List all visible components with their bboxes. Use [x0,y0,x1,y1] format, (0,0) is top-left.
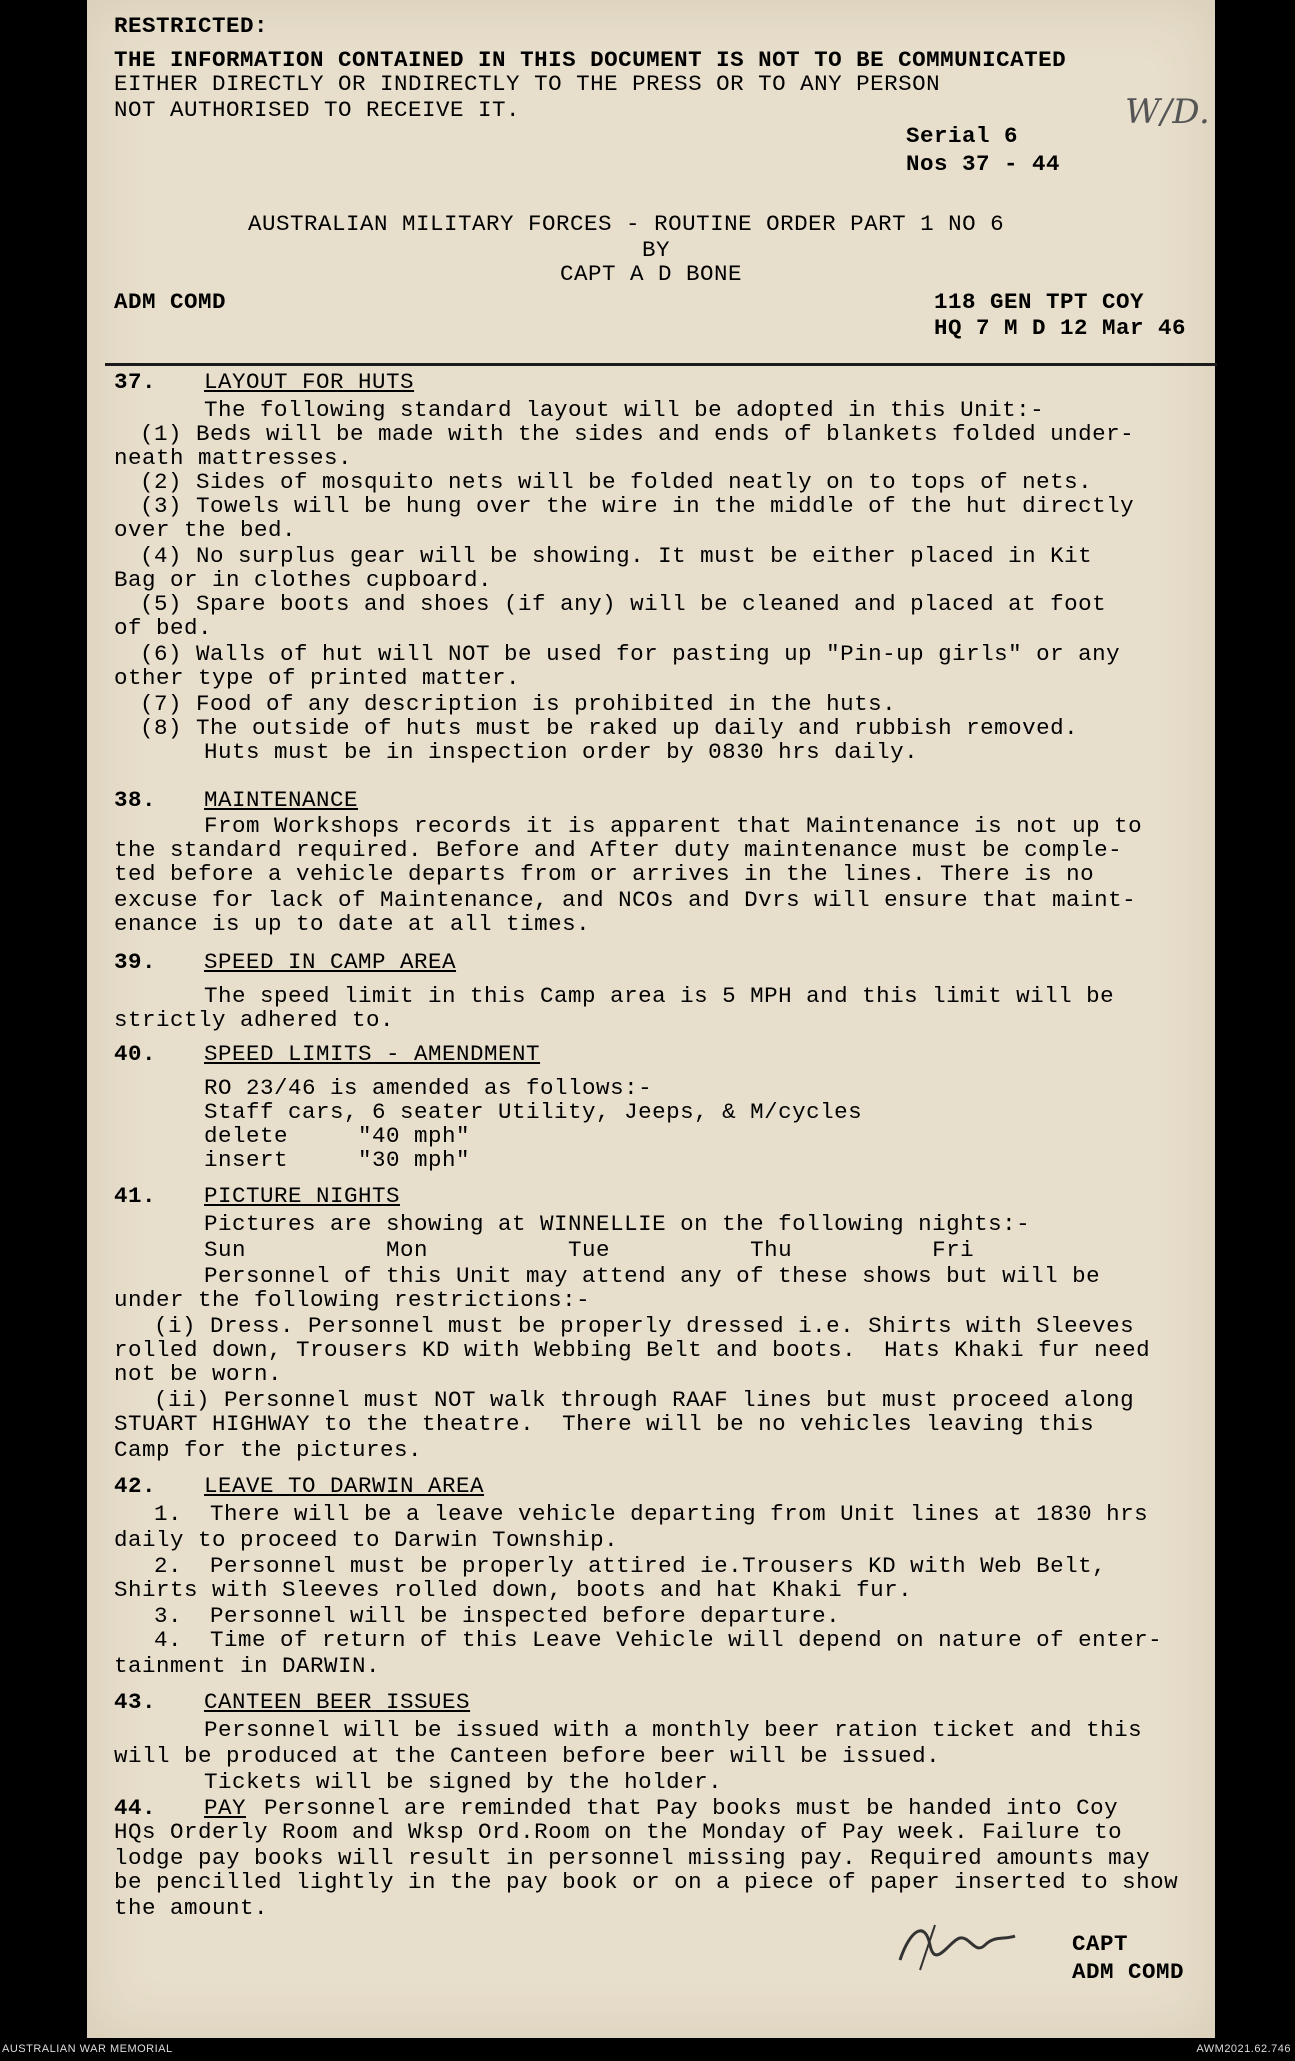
order-41-line: Pictures are showing at WINNELLIE on the following nights:- [204,1211,1031,1237]
order-40-line: delete "40 mph" [204,1123,471,1149]
order-37-line: Bag or in clothes cupboard. [114,567,493,593]
order-37-number: 37. [114,369,157,395]
order-39-line: strictly adhered to. [114,1007,395,1033]
order-42-line: 2. Personnel must be properly attired ie.Trousers KD with Web Belt, [154,1553,1107,1579]
order-43-heading: CANTEEN BEER ISSUES [204,1689,471,1715]
order-44-number: 44. [114,1795,157,1821]
order-37-line: (7) Food of any description is prohibited in the huts. [140,691,897,717]
order-40-line: Staff cars, 6 seater Utility, Jeeps, & M/cycles [204,1099,863,1125]
order-37-line: of bed. [114,615,213,641]
warning-line-1: THE INFORMATION CONTAINED IN THIS DOCUMENT IS NOT TO BE COMMUNICATED [114,47,1067,73]
handwritten-annotation: W/D. [1125,92,1211,132]
order-37-line: (8) The outside of huts must be raked up daily and rubbish removed. [140,715,1079,741]
order-38-line: ted before a vehicle departs from or arrives in the lines. There is no [114,861,1095,887]
order-40-heading: SPEED LIMITS - AMENDMENT [204,1041,541,1067]
order-41-number: 41. [114,1183,157,1209]
order-37-heading: LAYOUT FOR HUTS [204,369,415,395]
order-42-line: 4. Time of return of this Leave Vehicle will depend on nature of enter- [154,1627,1163,1653]
order-37-line: The following standard layout will be adopted in this Unit:- [204,397,1045,423]
order-37-line: (1) Beds will be made with the sides and ends of blankets folded under- [140,421,1135,447]
order-41-line: Camp for the pictures. [114,1437,423,1463]
order-42-line: Shirts with Sleeves rolled down, boots and hat Khaki fur. [114,1577,913,1603]
warning-line-3: NOT AUTHORISED TO RECEIVE IT. [114,97,521,123]
order-42-line: tainment in DARWIN. [114,1653,381,1679]
order-38-heading: MAINTENANCE [204,787,359,813]
order-42-number: 42. [114,1473,157,1499]
order-38-number: 38. [114,787,157,813]
order-40-line: insert "30 mph" [204,1147,471,1173]
order-numbers: Nos 37 - 44 [906,151,1061,177]
order-37-line: (5) Spare boots and shoes (if any) will be cleaned and placed at foot [140,591,1107,617]
order-37-line: (2) Sides of mosquito nets will be folded neatly on to tops of nets. [140,469,1093,495]
order-38-line: enance is up to date at all times. [114,911,591,937]
hq-date: HQ 7 M D 12 Mar 46 [934,315,1187,341]
title-by: BY [642,237,671,263]
order-41-line: Sun Mon Tue Thu Fri [204,1237,975,1263]
order-41-heading: PICTURE NIGHTS [204,1183,401,1209]
header-rule [105,363,1217,366]
order-41-line: STUART HIGHWAY to the theatre. There will be no vehicles leaving this [114,1411,1095,1437]
footer-right: AWM2021.62.746 [1196,2043,1291,2055]
officer-name: CAPT A D BONE [560,261,743,287]
order-37-line: (6) Walls of hut will NOT be used for pasting up "Pin-up girls" or any [140,641,1121,667]
order-44-line: lodge pay books will result in personnel missing pay. Required amounts may [114,1845,1151,1871]
warning-line-2: EITHER DIRECTLY OR INDIRECTLY TO THE PRESS OR TO ANY PERSON [114,71,941,97]
order-43-line: Personnel will be issued with a monthly beer ration ticket and this [204,1717,1143,1743]
order-41-line: (i) Dress. Personnel must be properly dressed i.e. Shirts with Sleeves [154,1313,1135,1339]
order-40-line: RO 23/46 is amended as follows:- [204,1075,653,1101]
signature-role: ADM COMD [1072,1959,1185,1985]
order-39-heading: SPEED IN CAMP AREA [204,949,457,975]
footer-left: AUSTRALIAN WAR MEMORIAL [2,2043,173,2055]
document-title: AUSTRALIAN MILITARY FORCES - ROUTINE ORDER PART 1 NO 6 [248,211,1005,237]
order-37-line: (3) Towels will be hung over the wire in the middle of the hut directly [140,493,1135,519]
order-42-line: daily to proceed to Darwin Township. [114,1527,619,1553]
order-43-line: will be produced at the Canteen before beer will be issued. [114,1743,941,1769]
order-43-line: Tickets will be signed by the holder. [204,1769,723,1795]
order-41-line: under the following restrictions:- [114,1287,591,1313]
unit-name: 118 GEN TPT COY [934,289,1145,315]
order-44-heading: PAY [204,1795,247,1821]
order-38-line: From Workshops records it is apparent that Maintenance is not up to [204,813,1143,839]
order-44-line: be pencilled lightly in the pay book or on a piece of paper inserted to show [114,1869,1179,1895]
order-43-number: 43. [114,1689,157,1715]
signature-mark [890,1900,1030,1980]
order-37-line: (4) No surplus gear will be showing. It must be either placed in Kit [140,543,1093,569]
order-41-line: rolled down, Trousers KD with Webbing Belt and boots. Hats Khaki fur need [114,1337,1151,1363]
order-37-line: over the bed. [114,517,297,543]
restricted-marking: RESTRICTED: [114,13,269,39]
order-38-line: excuse for lack of Maintenance, and NCOs and Dvrs will ensure that maint- [114,887,1137,913]
order-44-line: the amount. [114,1895,269,1921]
order-37-line: neath mattresses. [114,445,353,471]
order-37-line: Huts must be in inspection order by 0830 hrs daily. [204,739,919,765]
order-42-heading: LEAVE TO DARWIN AREA [204,1473,485,1499]
signature-rank: CAPT [1072,1931,1129,1957]
order-39-line: The speed limit in this Camp area is 5 MPH and this limit will be [204,983,1115,1009]
order-42-line: 3. Personnel will be inspected before departure. [154,1603,841,1629]
order-44-line: Personnel are reminded that Pay books must be handed into Coy [264,1795,1119,1821]
order-41-line: Personnel of this Unit may attend any of these shows but will be [204,1263,1101,1289]
adm-comd-label: ADM COMD [114,289,227,315]
order-41-line: not be worn. [114,1361,283,1387]
order-39-number: 39. [114,949,157,975]
order-44-line: HQs Orderly Room and Wksp Ord.Room on the Monday of Pay week. Failure to [114,1819,1123,1845]
order-38-line: the standard required. Before and After duty maintenance must be comple- [114,837,1123,863]
serial-number: Serial 6 [906,123,1019,149]
order-41-line: (ii) Personnel must NOT walk through RAAF lines but must proceed along [154,1387,1135,1413]
order-37-line: other type of printed matter. [114,665,521,691]
order-40-number: 40. [114,1041,157,1067]
order-42-line: 1. There will be a leave vehicle departing from Unit lines at 1830 hrs [154,1501,1149,1527]
